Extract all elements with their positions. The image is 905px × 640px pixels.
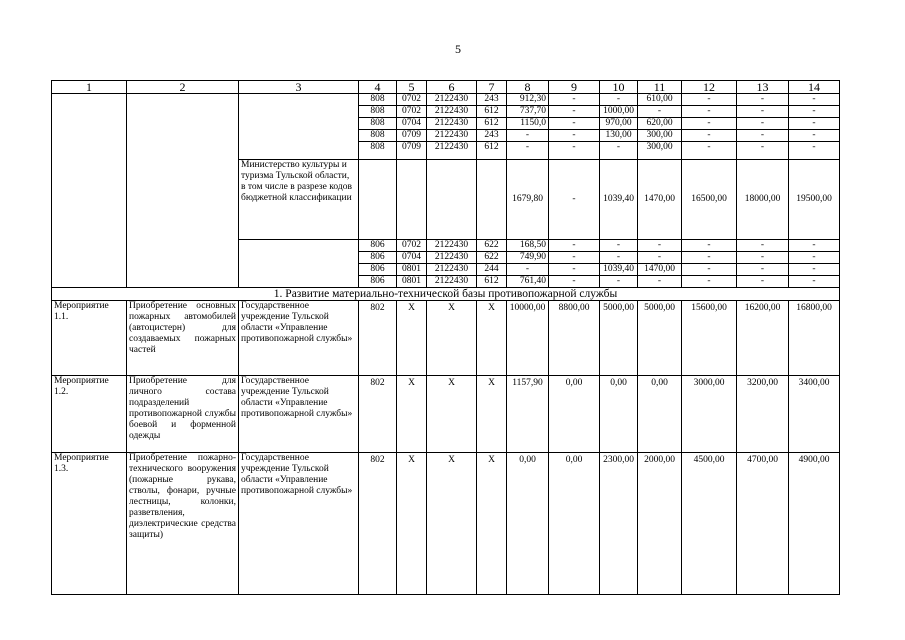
cell-col-12: - [682,142,737,160]
cell-col-14: 16800,00 [789,301,840,376]
cell-col-13: - [737,118,789,130]
cell-col-14: - [789,240,840,252]
cell-col-4: 802 [359,376,397,453]
cell-col-9: - [549,142,600,160]
cell-col-7: 244 [477,264,507,276]
cell-col-14: - [789,118,840,130]
cell-col-10: - [600,252,638,264]
cell-col-11: - [638,106,682,118]
cell-col-6: 2122430 [427,142,477,160]
measure-id: Мероприятие 1.2. [52,376,127,453]
cell-col-13: 3200,00 [737,376,789,453]
cell-col-4: 808 [359,94,397,106]
cell-col-12: - [682,130,737,142]
cell-col-5: Х [397,453,427,595]
cell-col-7: 612 [477,106,507,118]
cell-col-12: - [682,264,737,276]
header-cell: 5 [397,81,427,94]
cell-col-5: 0704 [397,118,427,130]
cell-col-8: 0,00 [507,453,549,595]
cell-col-9: 8800,00 [549,301,600,376]
cell-col-5: Х [397,376,427,453]
cell-col-12: 16500,00 [682,160,737,240]
cell-col-11: 1470,00 [638,264,682,276]
cell-col-6: Х [427,453,477,595]
cell-col-6: 2122430 [427,240,477,252]
cell-col-5: 0702 [397,94,427,106]
empty-cell [52,94,127,288]
cell-col-11: 2000,00 [638,453,682,595]
cell-col-14: - [789,252,840,264]
cell-col-10: 1039,40 [600,160,638,240]
empty-cell [239,94,359,160]
cell-col-7: 612 [477,118,507,130]
cell-col-13: 18000,00 [737,160,789,240]
cell-col-13: 16200,00 [737,301,789,376]
cell-col-9: 0,00 [549,376,600,453]
cell-col-8: 761,40 [507,276,549,288]
header-cell: 11 [638,81,682,94]
cell-col-4: 806 [359,240,397,252]
cell-col-4 [359,160,397,240]
header-cell: 7 [477,81,507,94]
header-cell: 13 [737,81,789,94]
cell-col-4: 808 [359,118,397,130]
cell-col-10: 1000,00 [600,106,638,118]
cell-col-8: 749,90 [507,252,549,264]
cell-col-11: 610,00 [638,94,682,106]
page-number: 5 [455,42,461,56]
measure-name: Приобретение для личного состава подразделений противопожарной службы боевой и форменной одежды [127,376,239,453]
cell-col-7: 243 [477,130,507,142]
cell-col-12: 4500,00 [682,453,737,595]
measure-executor: Государственное учреждение Тульской области «Управление противопожарной службы» [239,376,359,453]
cell-col-6: 2122430 [427,118,477,130]
cell-col-8: 1150,0 [507,118,549,130]
cell-col-12: - [682,276,737,288]
header-cell: 14 [789,81,840,94]
measure-id: Мероприятие 1.3. [52,453,127,595]
cell-col-10: 0,00 [600,376,638,453]
cell-col-13: - [737,276,789,288]
cell-col-6: 2122430 [427,106,477,118]
cell-col-14: - [789,106,840,118]
header-cell: 9 [549,81,600,94]
header-cell: 1 [52,81,127,94]
cell-col-8: 737,70 [507,106,549,118]
cell-col-7 [477,160,507,240]
cell-col-14: - [789,264,840,276]
cell-col-14: 4900,00 [789,453,840,595]
cell-col-9: - [549,118,600,130]
cell-col-12: - [682,252,737,264]
header-row [52,81,840,94]
measure-row [52,301,840,376]
section-title: 1. Развитие материально-технической базы противопожарной службы [52,288,840,301]
cell-col-10: - [600,142,638,160]
table-row [52,94,840,106]
measure-row [52,376,840,453]
cell-col-5: 0801 [397,276,427,288]
cell-col-11: 620,00 [638,118,682,130]
cell-col-7: Х [477,301,507,376]
measure-name: Приобретение основных пожарных автомобилей (автоцистерн) для создаваемых пожарных частей [127,301,239,376]
cell-col-5: 0704 [397,252,427,264]
cell-col-5: 0709 [397,130,427,142]
cell-col-8: 1157,90 [507,376,549,453]
cell-col-6 [427,160,477,240]
empty-cell [127,94,239,288]
cell-col-13: - [737,94,789,106]
cell-col-7: 612 [477,142,507,160]
cell-col-14: - [789,142,840,160]
budget-table [51,80,840,595]
cell-col-11: 0,00 [638,376,682,453]
cell-col-14: - [789,94,840,106]
cell-col-14: - [789,276,840,288]
cell-col-11: 300,00 [638,142,682,160]
header-cell: 12 [682,81,737,94]
cell-col-4: 802 [359,453,397,595]
cell-col-11: 1470,00 [638,160,682,240]
cell-col-5: 0702 [397,240,427,252]
cell-col-6: 2122430 [427,276,477,288]
measure-row [52,453,840,595]
cell-col-9: - [549,130,600,142]
cell-col-9: 0,00 [549,453,600,595]
cell-col-9: - [549,160,600,240]
header-cell: 10 [600,81,638,94]
cell-col-6: Х [427,376,477,453]
header-cell: 2 [127,81,239,94]
cell-col-11: - [638,276,682,288]
cell-col-7: 612 [477,276,507,288]
cell-col-14: 3400,00 [789,376,840,453]
measure-id: Мероприятие 1.1. [52,301,127,376]
cell-col-10: 970,00 [600,118,638,130]
cell-col-12: 3000,00 [682,376,737,453]
cell-col-6: 2122430 [427,264,477,276]
header-cell: 8 [507,81,549,94]
header-cell: 3 [239,81,359,94]
cell-col-7: 622 [477,240,507,252]
cell-col-12: 15600,00 [682,301,737,376]
cell-col-12: - [682,106,737,118]
cell-col-10: - [600,94,638,106]
cell-col-8: 912,30 [507,94,549,106]
cell-col-8: 168,50 [507,240,549,252]
cell-col-9: - [549,264,600,276]
cell-col-12: - [682,118,737,130]
cell-col-8: - [507,264,549,276]
cell-col-7: 243 [477,94,507,106]
cell-col-13: - [737,130,789,142]
cell-col-12: - [682,94,737,106]
cell-col-10: 2300,00 [600,453,638,595]
cell-col-4: 808 [359,130,397,142]
cell-col-10: 130,00 [600,130,638,142]
cell-col-14: 19500,00 [789,160,840,240]
cell-col-9: - [549,94,600,106]
cell-col-10: 1039,40 [600,264,638,276]
cell-col-12: - [682,240,737,252]
cell-col-13: - [737,264,789,276]
cell-col-7: Х [477,453,507,595]
cell-col-7: 622 [477,252,507,264]
cell-col-4: 806 [359,276,397,288]
cell-col-13: 4700,00 [737,453,789,595]
cell-col-14: - [789,130,840,142]
cell-col-6: 2122430 [427,130,477,142]
cell-col-5 [397,160,427,240]
cell-col-4: 808 [359,106,397,118]
cell-col-13: - [737,240,789,252]
cell-col-11: 5000,00 [638,301,682,376]
cell-col-4: 806 [359,264,397,276]
cell-col-11: - [638,240,682,252]
header-cell: 4 [359,81,397,94]
cell-col-8: - [507,142,549,160]
cell-col-6: 2122430 [427,94,477,106]
cell-col-9: - [549,106,600,118]
cell-col-4: 802 [359,301,397,376]
cell-col-9: - [549,240,600,252]
header-cell: 6 [427,81,477,94]
cell-col-8: 1679,80 [507,160,549,240]
cell-col-10: - [600,240,638,252]
cell-col-11: 300,00 [638,130,682,142]
measure-executor: Государственное учреждение Тульской области «Управление противопожарной службы» [239,453,359,595]
cell-col-7: Х [477,376,507,453]
cell-col-13: - [737,252,789,264]
cell-col-5: 0801 [397,264,427,276]
cell-col-4: 806 [359,252,397,264]
section-row [52,288,840,301]
cell-col-6: Х [427,301,477,376]
cell-col-8: 10000,00 [507,301,549,376]
cell-col-6: 2122430 [427,252,477,264]
cell-col-5: Х [397,301,427,376]
measure-executor: Государственное учреждение Тульской области «Управление противопожарной службы» [239,301,359,376]
cell-col-4: 808 [359,142,397,160]
cell-col-8: - [507,130,549,142]
ministry-name: Министерство культуры и туризма Тульской области, в том числе в разрезе кодов бюджетной классификации [239,160,359,240]
cell-col-10: 5000,00 [600,301,638,376]
cell-col-10: - [600,276,638,288]
cell-col-5: 0709 [397,142,427,160]
cell-col-13: - [737,142,789,160]
cell-col-13: - [737,106,789,118]
measure-name: Приобретение пожарно-технического вооружения (пожарные рукава, стволы, фонари, ручные лестницы, колонки, разветвления, диэлектрические средства защиты) [127,453,239,595]
empty-cell [239,240,359,288]
cell-col-9: - [549,276,600,288]
cell-col-5: 0702 [397,106,427,118]
cell-col-11: - [638,252,682,264]
cell-col-9: - [549,252,600,264]
